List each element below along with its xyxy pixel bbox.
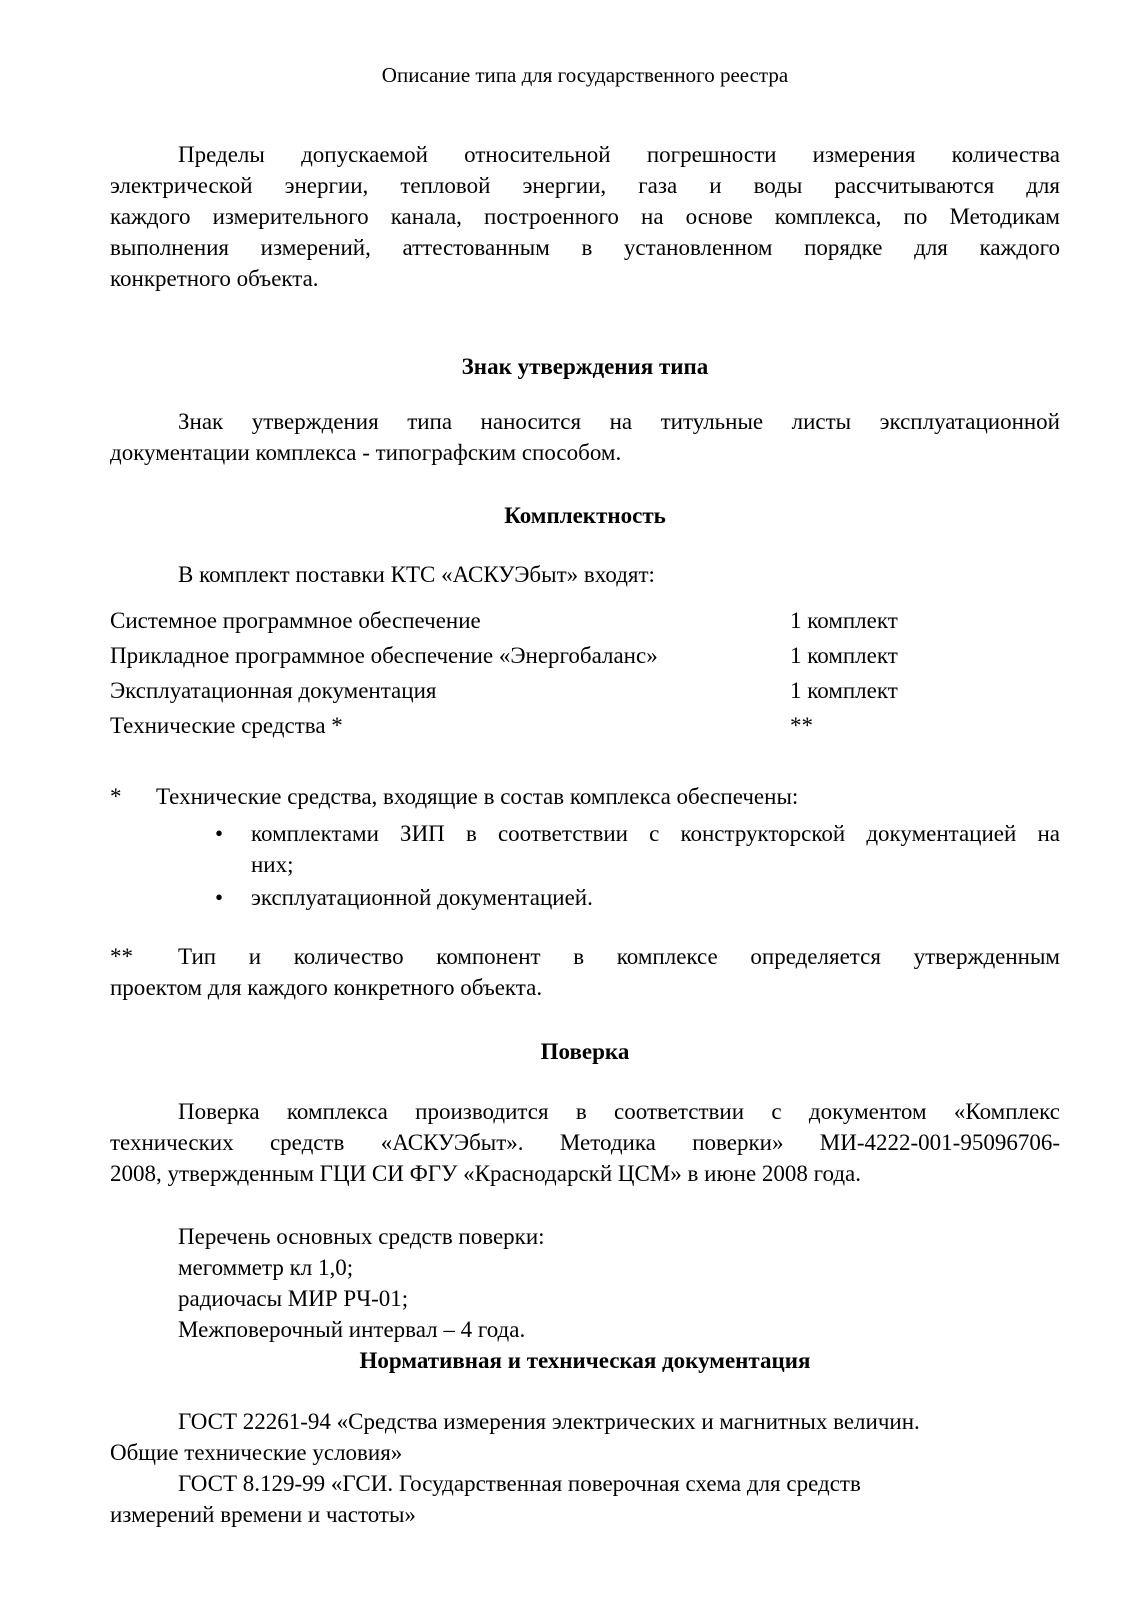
text-line: Перечень основных средств поверки: bbox=[178, 1224, 545, 1249]
item-quantity: 1 комплект bbox=[790, 678, 898, 703]
text-line: конкретного объекта. bbox=[110, 266, 319, 291]
item-quantity: 1 комплект bbox=[790, 608, 898, 633]
bullet-text bbox=[251, 882, 1060, 913]
footnote-double-asterisk bbox=[110, 941, 1060, 1003]
text-line: Межповерочный интервал – 4 года. bbox=[178, 1317, 526, 1342]
text-line: Тип и количество компонент в комплексе определяется утвержденным bbox=[178, 944, 1060, 969]
text-line: мегомметр кл 1,0; bbox=[178, 1255, 354, 1280]
text-line: комплектами ЗИП в соответствии с конструкторской документацией на bbox=[251, 821, 1060, 846]
table-row bbox=[110, 638, 1060, 673]
heading-completeness: Комплектность bbox=[504, 503, 666, 528]
item-name: Эксплуатационная документация bbox=[110, 678, 437, 703]
text-line: эксплуатационной документацией. bbox=[251, 885, 593, 910]
text-line: ГОСТ 22261-94 «Средства измерения электрических и магнитных величин. bbox=[178, 1409, 920, 1434]
heading-normative-docs: Нормативная и техническая документация bbox=[359, 1348, 811, 1373]
list-item bbox=[215, 818, 1060, 880]
intro-paragraph bbox=[110, 139, 1060, 294]
item-name: Технические средства * bbox=[110, 713, 343, 738]
heading-type-approval: Знак утверждения типа bbox=[461, 354, 709, 379]
text-line: Поверка комплекса производится в соответствии с документом «Комплекс bbox=[178, 1099, 1060, 1124]
bullet-icon: • bbox=[215, 821, 224, 846]
bullet-icon: • bbox=[215, 885, 224, 910]
text-line: каждого измерительного канала, построенного на основе комплекса, по Методикам bbox=[110, 204, 1060, 229]
text-line: них; bbox=[251, 852, 294, 877]
item-name: Прикладное программное обеспечение «Энергобаланс» bbox=[110, 643, 658, 668]
text-line: ГОСТ 8.129-99 «ГСИ. Государственная поверочная схема для средств bbox=[178, 1471, 861, 1496]
footnote-single-asterisk bbox=[110, 781, 1060, 812]
normative-references bbox=[110, 1406, 1060, 1530]
page-content bbox=[0, 60, 1148, 1530]
heading-verification: Поверка bbox=[540, 1039, 630, 1064]
bullet-text bbox=[251, 818, 1060, 880]
table-row bbox=[110, 708, 1060, 743]
footnote-bullet-list bbox=[110, 818, 1060, 913]
text-line: технических средств «АСКУЭбыт». Методика поверки» МИ-4222-001-95096706- bbox=[110, 1130, 1060, 1155]
completeness-table bbox=[110, 603, 1060, 743]
type-approval-paragraph bbox=[110, 406, 1060, 468]
verification-paragraph bbox=[110, 1096, 1060, 1189]
text-line: 2008, утвержденным ГЦИ СИ ФГУ «Краснодарскй ЦСМ» в июне 2008 года. bbox=[110, 1161, 862, 1186]
text-line: Общие технические условия» bbox=[110, 1440, 403, 1465]
asterisk-marker: * bbox=[110, 784, 122, 809]
verification-means-list bbox=[110, 1221, 1060, 1345]
text-line: выполнения измерений, аттестованным в установленном порядке для каждого bbox=[110, 235, 1060, 260]
text-line: электрической энергии, тепловой энергии, газа и воды рассчитываются для bbox=[110, 173, 1060, 198]
list-item bbox=[215, 882, 1060, 913]
text-line: Знак утверждения типа наносится на титульные листы эксплуатационной bbox=[178, 409, 1060, 434]
table-row bbox=[110, 673, 1060, 708]
footnote-text: Технические средства, входящие в состав комплекса обеспечены: bbox=[156, 784, 799, 809]
table-row bbox=[110, 603, 1060, 638]
completeness-intro: В комплект поставки КТС «АСКУЭбыт» входят: bbox=[178, 562, 655, 587]
item-quantity: 1 комплект bbox=[790, 643, 898, 668]
double-asterisk-marker: ** bbox=[110, 944, 133, 969]
text-line: Пределы допускаемой относительной погрешности измерения количества bbox=[178, 142, 1060, 167]
text-line: радиочасы МИР РЧ-01; bbox=[178, 1286, 409, 1311]
page-header: Описание типа для государственного реестра bbox=[381, 63, 789, 87]
item-quantity: ** bbox=[790, 713, 813, 738]
text-line: измерений времени и частоты» bbox=[110, 1502, 416, 1527]
text-line: проектом для каждого конкретного объекта. bbox=[110, 975, 543, 1000]
text-line: документации комплекса - типографским способом. bbox=[110, 440, 622, 465]
item-name: Системное программное обеспечение bbox=[110, 608, 481, 633]
